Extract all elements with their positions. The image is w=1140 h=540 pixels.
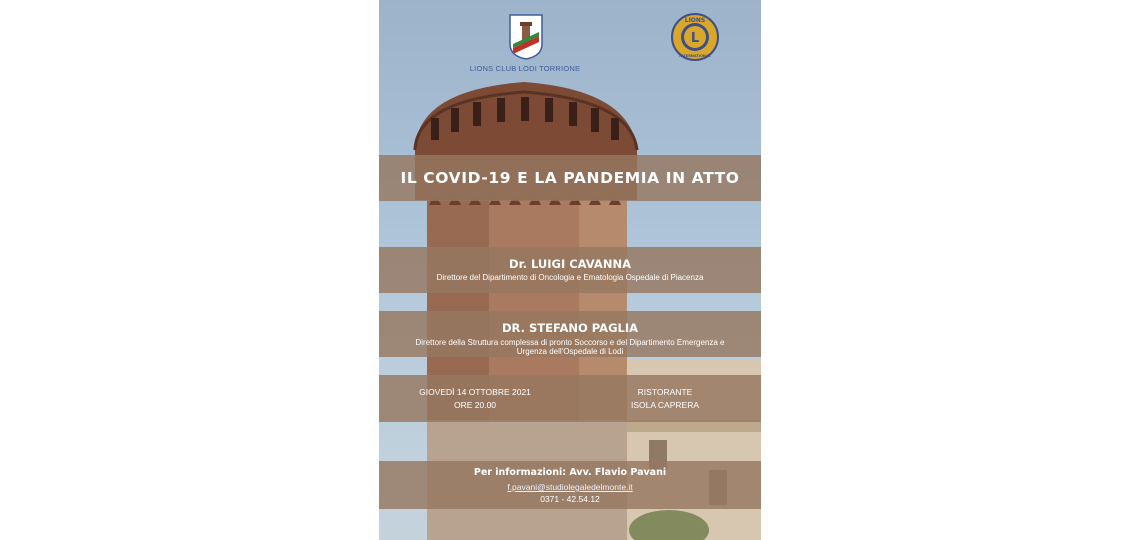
event-date: GIOVEDÌ 14 OTTOBRE 2021 <box>419 387 531 397</box>
title-band <box>379 155 761 201</box>
venue-line-1: RISTORANTE <box>637 387 693 397</box>
event-title: IL COVID-19 E LA PANDEMIA IN ATTO <box>400 169 740 187</box>
speaker-band-2 <box>379 311 761 357</box>
venue-line-2: ISOLA CAPRERA <box>630 400 700 410</box>
date-venue-band <box>379 375 761 422</box>
speaker-2-role-line2: Urgenza dell'Ospedale di Lodi <box>516 346 624 356</box>
speaker-1-role: Direttore del Dipartimento di Oncologia e Ematologia Ospedale di Piacenza <box>436 273 704 282</box>
speaker-1-name: Dr. LUIGI CAVANNA <box>509 257 631 271</box>
speaker-2-role-line1: Direttore della Struttura complessa di pronto Soccorso e del Dipartimento Emergenza e <box>415 338 725 347</box>
info-title: Per informazioni: Avv. Flavio Pavani <box>473 467 667 478</box>
info-band <box>379 461 761 509</box>
speaker-2-name: DR. STEFANO PAGLIA <box>501 321 639 335</box>
venue-block <box>611 386 719 412</box>
club-shield-logo <box>509 14 543 60</box>
event-poster <box>379 0 761 540</box>
lions-emblem-bottom-text: INTERNATIONAL <box>679 54 711 58</box>
event-time: ORE 20.00 <box>453 400 497 410</box>
lions-emblem-letter: L <box>690 31 700 46</box>
info-email-link[interactable]: f.pavani@studiolegaledelmonte.it <box>507 482 633 492</box>
date-block <box>413 386 537 412</box>
lions-international-emblem-icon <box>671 13 719 61</box>
info-phone: 0371 - 42.54.12 <box>540 494 600 504</box>
lions-emblem-top-text: LIONS <box>684 17 706 24</box>
speaker-band-1 <box>379 247 761 293</box>
club-name: LIONS CLUB LODI TORRIONE <box>469 64 581 73</box>
